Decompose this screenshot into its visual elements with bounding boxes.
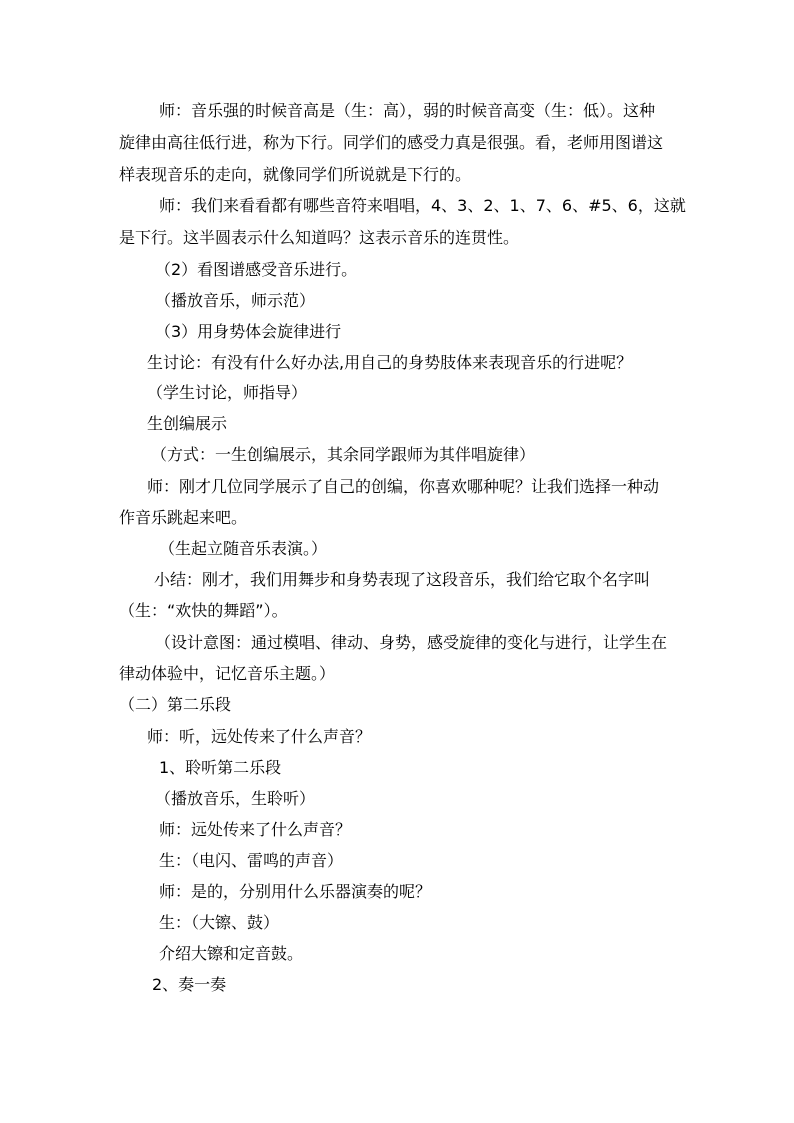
text-line: 2、奏一奏 xyxy=(152,975,227,994)
text-line: 旋律由高往低行进，称为下行。同学们的感受力真是很强。看，老师用图谱这 xyxy=(119,133,664,152)
text-line: 律动体验中，记忆音乐主题。） xyxy=(119,664,336,683)
text-line: 作音乐跳起来吧。 xyxy=(119,508,248,527)
text-line: 是下行。这半圆表示什么知道吗？这表示音乐的连贯性。 xyxy=(119,228,520,247)
text-line: （生：“欢快的舞蹈”）。 xyxy=(119,601,288,620)
text-line: （学生讨论，师指导） xyxy=(147,383,308,402)
text-line: 生：（大镲、鼓） xyxy=(159,913,280,932)
text-line: 生讨论：有没有什么好办法,用自己的身势肢体来表现音乐的行进呢？ xyxy=(147,353,633,372)
text-line: 生创编展示 xyxy=(147,414,228,433)
text-line: （3）用身势体会旋律进行 xyxy=(155,322,342,341)
text-line: （2）看图谱感受音乐进行。 xyxy=(155,260,358,279)
text-line: 师：我们来看看都有哪些音符来唱唱，4、3、2、1、7、6、#5、6，这就 xyxy=(159,196,686,215)
section-heading: （二）第二乐段 xyxy=(119,695,232,714)
text-line: （方式：一生创编展示，其余同学跟师为其伴唱旋律） xyxy=(151,445,536,464)
text-line: 师：刚才几位同学展示了自己的创编，你喜欢哪种呢？让我们选择一种动 xyxy=(147,477,660,496)
text-line: 师：远处传来了什么声音？ xyxy=(159,820,352,839)
text-line: 师：听，远处传来了什么声音？ xyxy=(147,727,372,746)
text-line: 师：是的，分别用什么乐器演奏的呢？ xyxy=(159,882,432,901)
text-line: （设计意图：通过模唱、律动、身势，感受旋律的变化与进行，让学生在 xyxy=(155,633,668,652)
text-line: 介绍大镲和定音鼓。 xyxy=(159,944,304,963)
text-line: 1、聆听第二乐段 xyxy=(159,758,282,777)
text-line: 小结：刚才，我们用舞步和身势表现了这段音乐，我们给它取个名字叫 xyxy=(154,570,651,589)
text-line: 师：音乐强的时候音高是（生：高），弱的时候音高变（生：低）。这种 xyxy=(159,101,656,120)
text-line: 生：（电闪、雷鸣的声音） xyxy=(159,851,344,870)
text-line: （生起立随音乐表演。） xyxy=(159,539,328,558)
text-line: （播放音乐，师示范） xyxy=(155,291,316,310)
text-line: （播放音乐，生聆听） xyxy=(155,789,316,808)
text-line: 样表现音乐的走向，就像同学们所说就是下行的。 xyxy=(119,165,472,184)
